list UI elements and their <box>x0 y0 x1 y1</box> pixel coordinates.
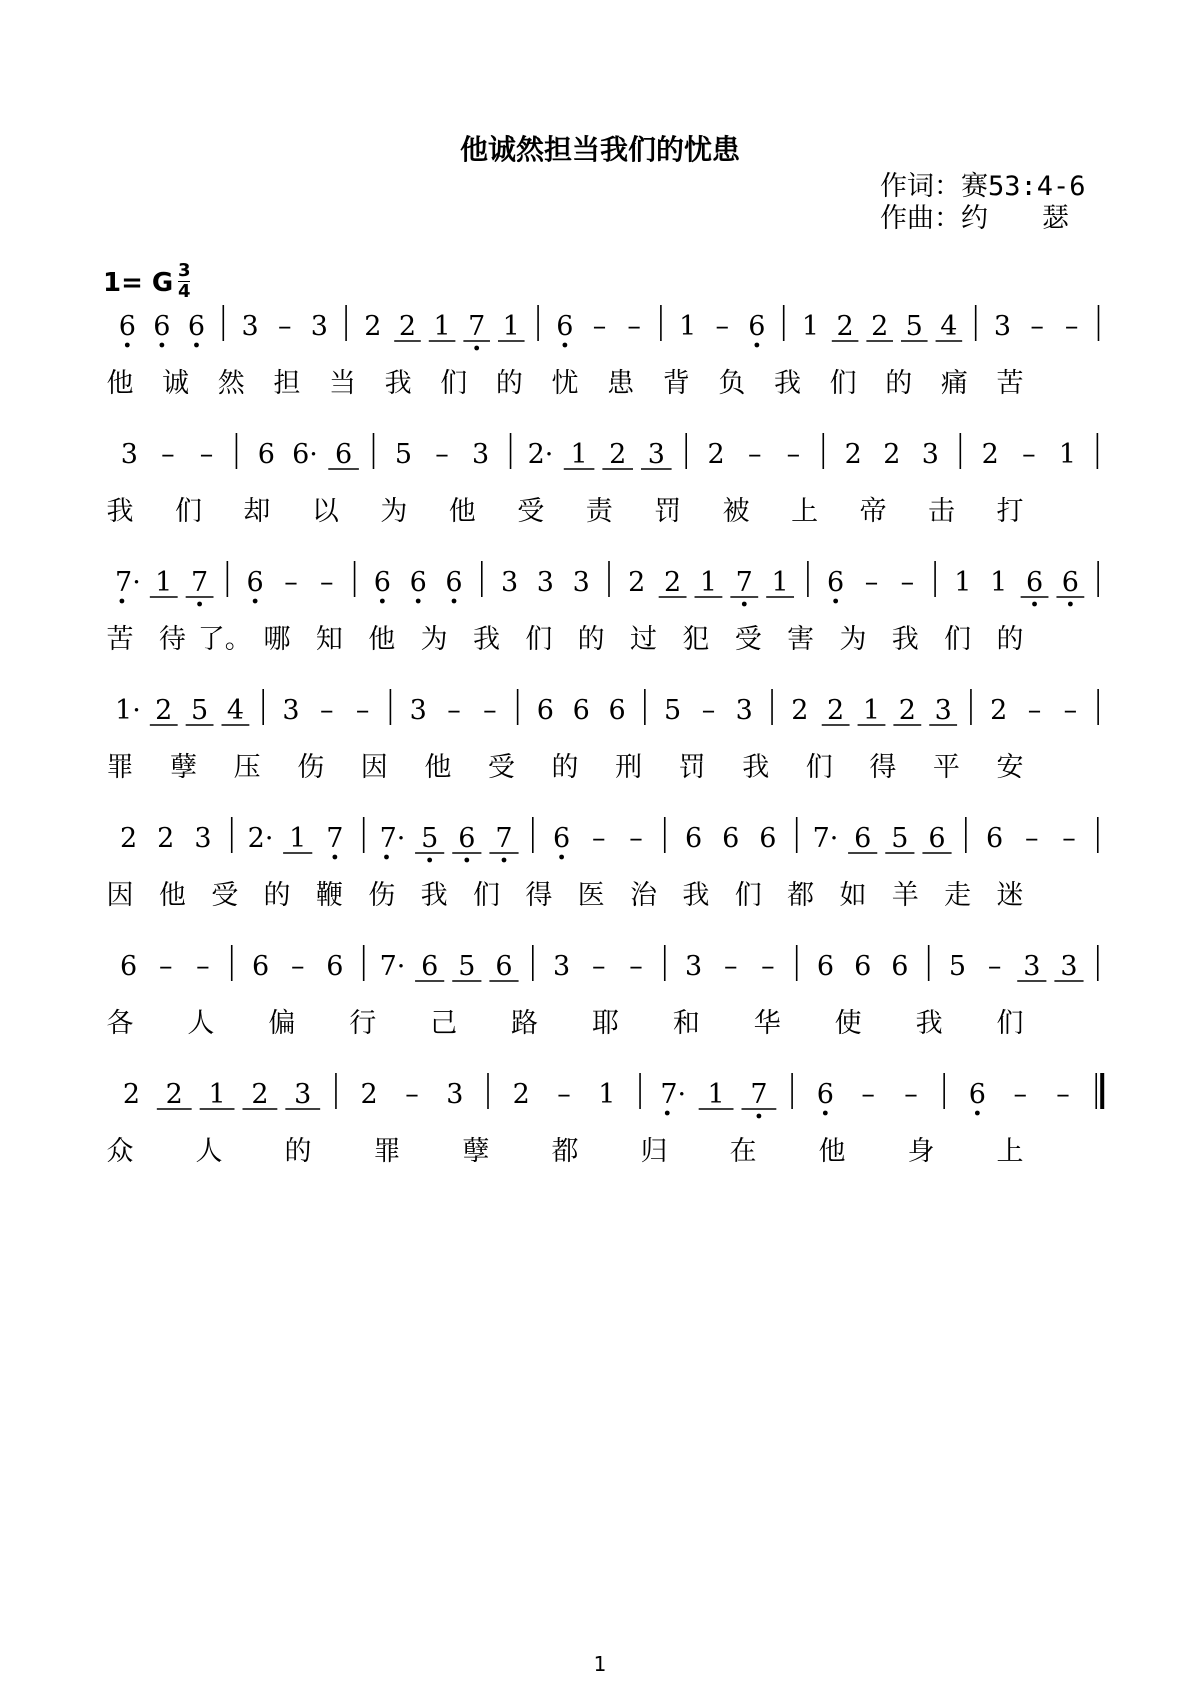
note: – <box>627 311 641 342</box>
lyric-syllable: 安 <box>996 752 1024 783</box>
low-octave-dot <box>559 855 564 860</box>
lyric-syllable: 他 <box>448 496 476 527</box>
lyric-syllable: 为 <box>380 496 408 527</box>
low-octave-dot <box>384 855 389 860</box>
lyric-syllable: 我 <box>742 752 770 783</box>
note: – <box>277 311 292 342</box>
note: – <box>447 695 461 726</box>
time-signature-denominator: 4 <box>178 281 191 302</box>
key-signature: 1= G <box>103 268 174 298</box>
lyric-syllable: 的 <box>577 624 605 655</box>
low-octave-dot <box>253 599 258 604</box>
lyric-syllable: 路 <box>511 1008 539 1039</box>
note: 6 <box>251 951 270 982</box>
lyric-syllable: 的 <box>551 752 579 783</box>
note: – <box>629 823 643 854</box>
low-octave-dot <box>474 346 479 351</box>
lyric-syllable: 我 <box>682 880 710 911</box>
lyric-syllable: 己 <box>430 1008 458 1039</box>
lyric-syllable: 受 <box>734 624 762 655</box>
lyric-syllable: 他 <box>106 368 134 399</box>
note: 6 <box>854 823 872 854</box>
page-number: 1 <box>593 1652 607 1676</box>
lyric-syllable: 他 <box>818 1136 846 1167</box>
lyric-syllable: 因 <box>360 752 388 783</box>
note: 2 <box>157 823 175 854</box>
note: 3 <box>294 1079 312 1110</box>
lyric-syllable: 受 <box>211 880 239 911</box>
note: 3 <box>472 439 490 470</box>
lyric-syllable: 为 <box>839 624 867 655</box>
note: 7 <box>735 567 753 598</box>
lyric-syllable: 却 <box>243 496 271 527</box>
note: 2 <box>398 311 417 342</box>
low-octave-dot <box>742 602 747 607</box>
note: 3 <box>553 951 571 982</box>
note: 1 <box>598 1079 616 1110</box>
lyric-syllable: 我 <box>915 1008 943 1039</box>
low-octave-dot <box>833 599 838 604</box>
low-octave-dot <box>757 1114 762 1119</box>
lyric-syllable: 患 <box>607 368 635 399</box>
lyric-syllable: 待 <box>158 624 186 655</box>
low-octave-dot <box>332 855 337 860</box>
lyric-syllable: 苦 <box>106 624 134 655</box>
note: 3 <box>500 567 519 598</box>
note: – <box>483 695 497 726</box>
lyric-syllable: 害 <box>787 624 815 655</box>
lyric-syllable: 们 <box>944 624 972 655</box>
lyric-syllable: 受 <box>517 496 545 527</box>
note: 1 <box>502 311 520 342</box>
note: 1 <box>801 311 820 342</box>
note: 6 <box>153 311 171 342</box>
lyric-syllable: 得 <box>869 752 897 783</box>
note: 6 <box>608 695 626 726</box>
note: 7 <box>750 1079 768 1110</box>
note: 6 <box>572 695 590 726</box>
lyric-syllable: 了。 <box>197 624 252 655</box>
note: – <box>320 695 334 726</box>
note: 2 <box>664 567 682 598</box>
note: 5 <box>190 695 209 726</box>
lyric-syllable: 都 <box>787 880 815 911</box>
low-octave-dot <box>1032 602 1037 607</box>
note: – <box>284 567 298 598</box>
note: 5 <box>905 311 923 342</box>
lyric-syllable: 忧 <box>551 368 579 399</box>
lyric-syllable: 背 <box>662 368 690 399</box>
note: 6 <box>748 311 766 342</box>
lyric-syllable: 上 <box>996 1136 1024 1167</box>
lyricist-credit: 作词：赛53:4-6 <box>880 171 1086 202</box>
note: 7· <box>812 823 839 854</box>
note: – <box>592 823 606 854</box>
note: 2 <box>871 311 889 342</box>
note: – <box>900 567 915 598</box>
note: 2 <box>609 439 627 470</box>
low-octave-dot <box>562 343 567 348</box>
note: 3 <box>536 567 554 598</box>
lyric-syllable: 我 <box>420 880 448 911</box>
note: 6· <box>292 439 318 470</box>
note: 1 <box>155 567 173 598</box>
lyric-syllable: 罪 <box>106 752 134 783</box>
note: 2 <box>119 823 138 854</box>
lyric-syllable: 知 <box>315 624 343 655</box>
note: 6 <box>495 951 513 982</box>
lyric-syllable: 使 <box>834 1008 862 1039</box>
lyric-syllable: 他 <box>424 752 452 783</box>
note: – <box>1022 439 1036 470</box>
lyric-syllable: 我 <box>106 496 134 527</box>
lyric-syllable: 归 <box>640 1136 668 1167</box>
note: – <box>1030 311 1044 342</box>
note: 6 <box>816 951 835 982</box>
note: 6 <box>536 695 554 726</box>
note: – <box>199 439 214 470</box>
note: – <box>629 951 643 982</box>
lyric-syllable: 的 <box>263 880 291 911</box>
note: 7 <box>190 567 209 598</box>
lyric-syllable: 击 <box>928 496 956 527</box>
note: 5 <box>664 695 682 726</box>
note: – <box>715 311 730 342</box>
note: 7· <box>379 823 406 854</box>
note: 1 <box>707 1079 725 1110</box>
low-octave-dot <box>427 858 432 863</box>
lyric-syllable: 哪 <box>263 624 291 655</box>
lyric-syllable: 和 <box>672 1008 700 1039</box>
note: 7 <box>468 311 486 342</box>
lyric-syllable: 罚 <box>678 752 706 783</box>
note: 2 <box>981 439 999 470</box>
note: 6 <box>891 951 909 982</box>
note: 2 <box>844 439 862 470</box>
note: 1 <box>862 695 881 726</box>
note: – <box>1027 695 1042 726</box>
note: 2 <box>628 567 646 598</box>
lyric-syllable: 们 <box>805 752 833 783</box>
note: 6 <box>553 823 571 854</box>
lyric-syllable: 他 <box>158 880 186 911</box>
composer-credit: 作曲：约 瑟 <box>880 203 1069 234</box>
note: – <box>761 951 775 982</box>
lyric-syllable: 各 <box>106 1008 134 1039</box>
lyric-syllable: 因 <box>106 880 134 911</box>
note: 2 <box>251 1079 269 1110</box>
lyric-syllable: 苦 <box>996 368 1024 399</box>
note: 2 <box>512 1079 530 1110</box>
note: – <box>1025 823 1039 854</box>
lyric-syllable: 众 <box>106 1136 134 1167</box>
low-octave-dot <box>197 602 202 607</box>
note: – <box>405 1079 419 1110</box>
note: 3 <box>409 695 427 726</box>
note: 3 <box>934 695 952 726</box>
note: 2 <box>791 695 809 726</box>
lyric-syllable: 身 <box>907 1136 935 1167</box>
lyric-syllable: 的 <box>284 1136 312 1167</box>
note: 7· <box>660 1079 687 1110</box>
note: – <box>1062 823 1076 854</box>
note: 3 <box>1060 951 1078 982</box>
note: 6 <box>1025 567 1044 598</box>
note: 6 <box>986 823 1004 854</box>
lyric-syllable: 羊 <box>891 880 919 911</box>
note: – <box>701 695 716 726</box>
note: – <box>1013 1079 1027 1110</box>
lyric-syllable: 治 <box>630 880 658 911</box>
note: 4 <box>940 311 958 342</box>
note: 2 <box>364 311 382 342</box>
lyric-syllable: 刑 <box>615 752 643 783</box>
note: 5 <box>394 439 413 470</box>
note: 2 <box>122 1079 141 1110</box>
note: – <box>747 439 762 470</box>
note: 3 <box>684 951 703 982</box>
lyric-syllable: 然 <box>217 368 245 399</box>
lyric-syllable: 受 <box>487 752 515 783</box>
lyric-syllable: 如 <box>839 880 867 911</box>
note: 2 <box>155 695 173 726</box>
low-octave-dot <box>665 1111 670 1116</box>
lyric-syllable: 平 <box>932 752 960 783</box>
lyric-syllable: 们 <box>174 496 202 527</box>
note: 1 <box>990 567 1008 598</box>
note: 3 <box>1023 951 1041 982</box>
song-title: 他诚然担当我们的忧患 <box>459 133 740 166</box>
lyric-syllable: 们 <box>440 368 468 399</box>
note: 6 <box>556 311 574 342</box>
lyric-syllable: 以 <box>311 496 339 527</box>
lyric-syllable: 人 <box>195 1136 223 1167</box>
note: 3 <box>241 311 259 342</box>
lyric-syllable: 孽 <box>462 1136 490 1167</box>
lyric-syllable: 的 <box>996 624 1024 655</box>
note: 6 <box>759 823 777 854</box>
note: 2 <box>165 1079 183 1110</box>
note: – <box>320 567 334 598</box>
note: 2 <box>836 311 854 342</box>
note: 2 <box>898 695 916 726</box>
lyric-syllable: 走 <box>944 880 972 911</box>
note: 2· <box>527 439 554 470</box>
low-octave-dot <box>452 599 457 604</box>
note: – <box>1056 1079 1070 1110</box>
lyric-syllable: 都 <box>551 1136 579 1167</box>
lyric-syllable: 压 <box>233 752 261 783</box>
low-octave-dot <box>380 599 385 604</box>
note: 1 <box>289 823 307 854</box>
lyric-syllable: 上 <box>791 496 819 527</box>
note: 6 <box>445 567 463 598</box>
lyric-syllable: 们 <box>829 368 857 399</box>
note: 6 <box>968 1079 986 1110</box>
note: – <box>161 439 175 470</box>
note: – <box>1064 311 1079 342</box>
lyric-syllable: 被 <box>722 496 750 527</box>
note: 1 <box>208 1079 226 1110</box>
lyric-syllable: 耶 <box>591 1008 619 1039</box>
note: – <box>592 311 607 342</box>
note: 1 <box>771 567 789 598</box>
note: 3 <box>282 695 300 726</box>
note: 7· <box>115 567 141 598</box>
note: 6 <box>409 567 427 598</box>
note: – <box>861 1079 875 1110</box>
lyric-syllable: 孽 <box>170 752 198 783</box>
note: – <box>290 951 305 982</box>
note: 6 <box>187 311 206 342</box>
note: – <box>864 567 879 598</box>
note: 6 <box>421 951 439 982</box>
lyric-syllable: 华 <box>753 1008 781 1039</box>
lyric-syllable: 过 <box>630 624 658 655</box>
note: 3 <box>647 439 665 470</box>
note: 3 <box>735 695 753 726</box>
note: – <box>987 951 1002 982</box>
note: 6 <box>1061 567 1079 598</box>
note: 5 <box>891 823 909 854</box>
lyric-syllable: 伤 <box>297 752 325 783</box>
note: 6 <box>119 951 138 982</box>
note: 6 <box>684 823 703 854</box>
note: 2· <box>247 823 274 854</box>
lyric-syllable: 罪 <box>373 1136 401 1167</box>
note: 6 <box>458 823 476 854</box>
note: – <box>355 695 370 726</box>
low-octave-dot <box>975 1111 980 1116</box>
note: 2 <box>707 439 725 470</box>
note: 3 <box>572 567 590 598</box>
lyric-syllable: 负 <box>718 368 746 399</box>
lyric-syllable: 人 <box>187 1008 215 1039</box>
note: – <box>557 1079 571 1110</box>
lyric-syllable: 帝 <box>859 496 887 527</box>
low-octave-dot <box>159 343 164 348</box>
note: – <box>592 951 606 982</box>
lyric-syllable: 鞭 <box>315 880 343 911</box>
lyric-syllable: 担 <box>273 368 301 399</box>
lyric-syllable: 们 <box>996 1008 1024 1039</box>
note: 1 <box>433 311 451 342</box>
lyric-syllable: 当 <box>329 368 356 399</box>
note: – <box>159 951 173 982</box>
lyric-syllable: 痛 <box>940 368 968 399</box>
note: 6 <box>246 567 264 598</box>
note: 6 <box>816 1079 834 1110</box>
note: 2 <box>827 695 845 726</box>
lyric-syllable: 诚 <box>162 368 190 399</box>
note: 3 <box>921 439 939 470</box>
note: 6 <box>928 823 946 854</box>
note: 1 <box>679 311 697 342</box>
time-signature-numerator: 3 <box>178 260 191 281</box>
note: 7· <box>379 951 406 982</box>
lyric-syllable: 在 <box>729 1136 757 1167</box>
note: 5 <box>948 951 967 982</box>
note: 2 <box>360 1079 378 1110</box>
low-octave-dot <box>754 343 759 348</box>
note: 2 <box>990 695 1008 726</box>
note: 3 <box>194 823 212 854</box>
note: – <box>196 951 210 982</box>
low-octave-dot <box>120 599 125 604</box>
note: 1 <box>570 439 588 470</box>
note: – <box>786 439 801 470</box>
lyric-syllable: 我 <box>472 624 500 655</box>
low-octave-dot <box>464 858 469 863</box>
note: – <box>723 951 738 982</box>
lyric-syllable: 打 <box>996 496 1024 527</box>
note: 1 <box>954 567 972 598</box>
lyric-syllable: 他 <box>368 624 396 655</box>
low-octave-dot <box>125 343 130 348</box>
lyric-syllable: 得 <box>525 880 553 911</box>
note: 6 <box>827 567 845 598</box>
lyric-syllable: 们 <box>525 624 553 655</box>
note: 1 <box>699 567 718 598</box>
lyric-syllable: 迷 <box>996 880 1024 911</box>
note: 1 <box>1058 439 1077 470</box>
lyric-syllable: 为 <box>420 624 448 655</box>
note: 7 <box>495 823 513 854</box>
note: 2 <box>883 439 901 470</box>
note: 6 <box>257 439 275 470</box>
lyric-syllable: 罚 <box>654 496 682 527</box>
lyric-syllable: 们 <box>734 880 762 911</box>
lyric-syllable: 的 <box>495 368 523 399</box>
low-octave-dot <box>823 1111 828 1116</box>
lyric-syllable: 的 <box>885 368 913 399</box>
lyric-syllable: 伤 <box>368 880 396 911</box>
note: 5 <box>458 951 476 982</box>
lyric-syllable: 医 <box>577 880 605 911</box>
note: 3 <box>446 1079 464 1110</box>
lyric-syllable: 我 <box>891 624 919 655</box>
note: 6 <box>334 439 353 470</box>
lyric-syllable: 们 <box>472 880 500 911</box>
note: 5 <box>421 823 439 854</box>
note: 1· <box>115 695 141 726</box>
note: – <box>904 1079 918 1110</box>
note: – <box>435 439 449 470</box>
lyric-syllable: 我 <box>384 368 412 399</box>
lyric-syllable: 我 <box>774 368 801 399</box>
lyric-syllable: 行 <box>349 1008 377 1039</box>
note: 6 <box>326 951 344 982</box>
note: 3 <box>120 439 138 470</box>
low-octave-dot <box>1068 602 1073 607</box>
low-octave-dot <box>502 858 507 863</box>
note: 3 <box>310 311 328 342</box>
note: 4 <box>226 695 245 726</box>
low-octave-dot <box>416 599 421 604</box>
note: 3 <box>993 311 1012 342</box>
lyric-syllable: 责 <box>585 496 613 527</box>
note: – <box>1063 695 1078 726</box>
note: 6 <box>722 823 740 854</box>
lyric-syllable: 偏 <box>268 1008 296 1039</box>
lyric-syllable: 犯 <box>682 624 710 655</box>
note: 6 <box>854 951 872 982</box>
note: 7 <box>326 823 344 854</box>
low-octave-dot <box>194 343 199 348</box>
note: 6 <box>118 311 136 342</box>
note: 6 <box>373 567 391 598</box>
